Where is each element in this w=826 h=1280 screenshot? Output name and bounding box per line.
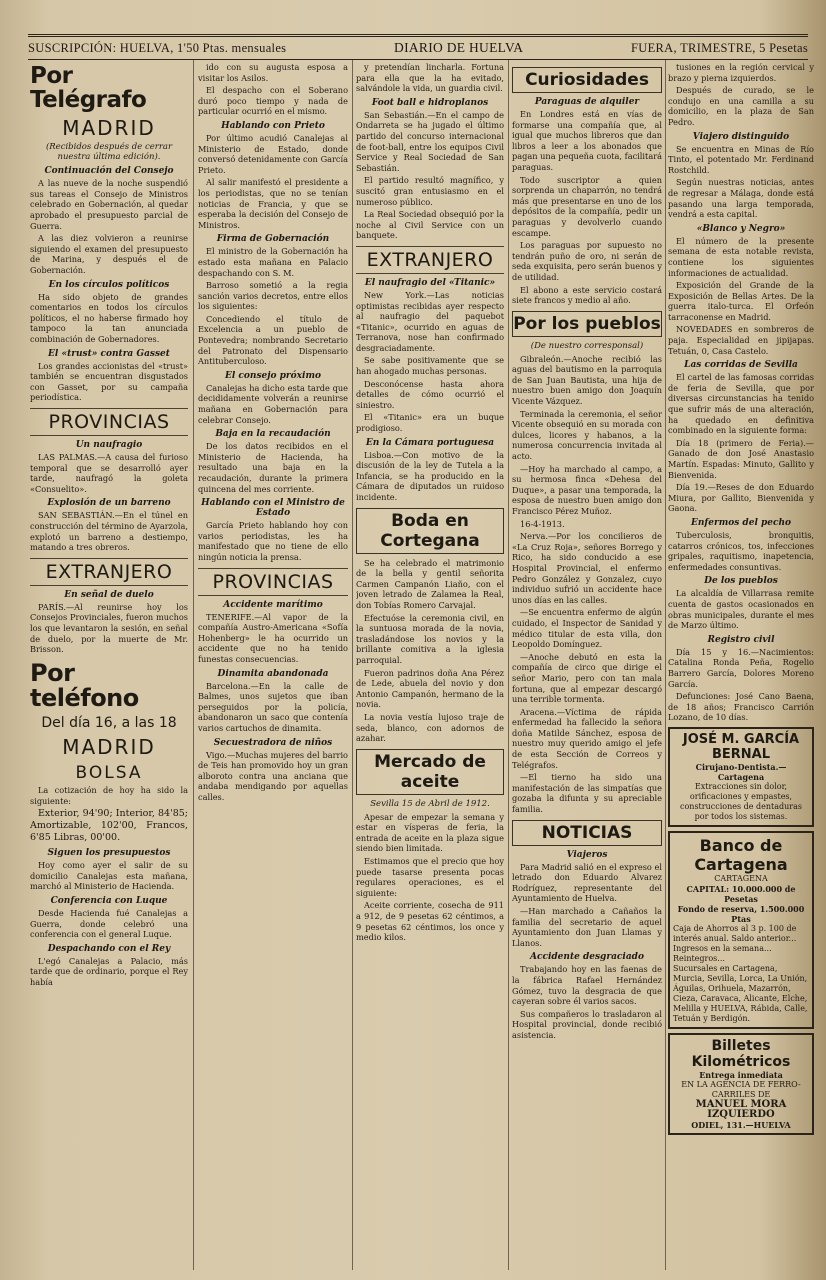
tickets-title: Billetes Kilométricos — [691, 1037, 791, 1070]
dates-line: Del día 16, a las 18 — [41, 715, 177, 732]
dentist-advertisement — [668, 727, 814, 827]
article-paragraph: Los grandes accionistas del «trust» también se encuentran disgustados con Gasset, por su campaña periodística. — [30, 360, 188, 403]
dateline: Sevilla 15 de Abril de 1912. — [370, 798, 490, 809]
article-date: 16-4-1913. — [520, 518, 565, 529]
tickets-agent: MANUEL MORA IZQUIERDO — [695, 1098, 787, 1120]
article-kicker: Hablando con el Ministro de Estado — [201, 498, 345, 519]
column-2 — [198, 62, 348, 1272]
article-paragraph: —Anoche debutó en esta la compañía de circo que dirige el señor Mario, pero con tan mala fortuna, que al empezar descargó una terrible tormenta. — [512, 651, 662, 705]
article-kicker: Viajero distinguido — [692, 131, 790, 142]
article-paragraph: L'egó Canalejas a Palacio, más tarde que de ordinario, porque el Rey había — [30, 955, 188, 987]
article-paragraph: Al salir manifestó el presidente a los periodistas, que no se tenían noticias de Francia, y que se esperaba la decisión del Consejo de Ministros. — [198, 177, 348, 230]
subscription-outside: FUERA, TRIMESTRE, 5 Pesetas — [631, 40, 808, 55]
column-4 — [512, 62, 662, 1272]
article-kicker: El «trust» contra Gasset — [48, 348, 170, 359]
article-paragraph: —Se encuentra enfermo de algún cuidado, el Inspector de Sanidad y médico titular de esta villa, don Leopoldo Domínguez. — [512, 607, 662, 650]
article-paragraph: Día 18 (primero de Feria).—Ganado de don José Anastasio Martín. Espadas: Minuto, Gallito y Bienvenida. — [668, 437, 814, 480]
article-paragraph: La Real Sociedad obsequió por la noche al Civil Service con un banquete. — [356, 209, 504, 241]
article-paragraph: —Han marchado a Cañaños la familia del secretario de aquel Ayuntamiento don Juan Llamas y Llanos. — [512, 906, 662, 948]
correspondent-note: (De nuestro corresponsal) — [530, 340, 644, 351]
article-kicker: Un naufragio — [75, 439, 143, 450]
column-1 — [30, 62, 188, 1272]
article-paragraph: Día 15 y 16.—Nacimientos: Catalina Ronda Peña, Rogelio Barrero García, Dolores Moreno García. — [668, 646, 814, 689]
article-paragraph: Defunciones: José Cano Baena, de 18 años; Francisco Carrión Lozano, de 10 días. — [668, 691, 814, 723]
article-paragraph: Apesar de empezar la semana y estar en vísperas de feria, la entrada de aceite en la plaza sigue siendo bien limitada. — [356, 811, 504, 854]
bank-reserve: Fondo de reserva, 1.500.000 Ptas — [677, 903, 805, 924]
article-paragraph: Todo suscriptor a quien sorprenda un chaparrón, no tendrá más que presentarse en uno de los depósitos de la compañía, pedir un paraguas y devolverlo cuando escampe. — [512, 174, 662, 238]
article-paragraph: La alcaldía de Villarrasa remite cuenta de gastos ocasionados en obras municipales, durante el mes de Marzo último. — [668, 588, 814, 631]
subtitle: (Recibidos después de cerrar nuestra última edición). — [45, 142, 173, 163]
article-paragraph: tusiones en la región cervical y brazo y pierna izquierdos. — [668, 62, 814, 83]
article-paragraph: Según nuestras noticias, antes de regresar a Málaga, donde está pasando una larga temporada, vendrá a esta capital. — [668, 177, 814, 220]
article-paragraph: El ministro de la Gobernación ha estado esta mañana en Palacio despachando con S. M. — [198, 246, 348, 278]
article-paragraph: Gibraleón.—Anoche recibió las aguas del bautismo en la parroquia de San Juan Bautista, una hija de nuestro buen amigo don Joaquín Vicente Vázquez. — [512, 353, 662, 407]
bolsa-heading: BOLSA — [75, 763, 143, 784]
stock-quotes: Exterior, 94'90; Interior, 84'85; Amortizable, 102'00, Francos, 6'85 Libras, 00'00. — [30, 808, 188, 844]
article-kicker: Paraguas de alquiler — [534, 97, 640, 107]
column-rule — [508, 60, 509, 1270]
article-kicker: Dinamita abandonada — [217, 668, 329, 679]
article-paragraph: PARÍS.—Al reunirse hoy los Consejos Provinciales, fueron muchos los que levantaron la sesión, en señal de duelo, por la muerte de Mr. Brisson. — [30, 601, 188, 655]
article-paragraph: Exposición del Grande de la Exposición de Bellas Artes. De la guerra italo-turca. El Orfeón tarraconense en Madrid. — [668, 280, 814, 322]
article-paragraph: Día 19.—Reses de don Eduardo Miura, por Gallito, Bienvenida y Gaona. — [668, 482, 814, 514]
article-paragraph: NOVEDADES en sombreros de paja. Especialidad en jipijapas. Tetuán, 0, Casa Castelo. — [668, 324, 814, 356]
bank-savings: Caja de Ahorros al 3 p. 100 de interés anual. Saldo anterior... Ingresos en la semana... Reintegros... — [673, 923, 797, 963]
article-paragraph: SAN SEBASTIÁN.—En el túnel en construcción del término de Ayarzola, explotó un barreno a destiempo, matando a tres obreros. — [30, 510, 188, 553]
article-paragraph: Concediendo el título de Excelencia a un pueblo de Pontevedra; nombrando Secretario del Patronato del Dispensario Antituberculoso. — [198, 313, 348, 367]
article-kicker: Accidente desgraciado — [530, 952, 644, 963]
masthead — [28, 34, 808, 60]
subscription-local: SUSCRIPCIÓN: HUELVA, 1'50 Ptas. mensuales — [28, 40, 287, 55]
section-heading: EXTRANJERO — [356, 246, 504, 274]
bank-city: CARTAGENA — [714, 873, 768, 883]
article-paragraph: Canalejas ha dicho esta tarde que decididamente volverán a reunirse mañana en Gobernación para celebrar Consejo. — [198, 382, 348, 425]
pueblos-heading: Por los pueblos — [512, 311, 662, 337]
article-paragraph: Se sabe positivamente que se han ahogado muchas personas. — [356, 355, 504, 377]
article-paragraph: Tuberculosis, bronquitis, catarros crónicos, tos, infecciones gripales, raquitismo, inapetencia, enfermedades consuntivas. — [668, 529, 814, 572]
article-paragraph: Desde Hacienda fué Canalejas a Guerra, donde celebró una conferencia con el general Luque. — [30, 908, 188, 940]
article-paragraph: Trabajando hoy en las faenas de la fábrica Rafael Hernández Gómez, tuvo la desgracia de que cayeran sobre él varios sacos. — [512, 964, 662, 1007]
article-paragraph: San Sebastián.—En el campo de Ondarreta se ha jugado el último partido del concurso internacional de foot-ball, entre los equipos Civil Service y Real Sociedad de San Sebastián. — [356, 109, 504, 173]
ad-body: Extracciones sin dolor, orificaciones y empastes, construcciones de dentaduras por todos los sistemas. — [680, 781, 802, 821]
tickets-subtitle: Entrega inmediata — [699, 1069, 783, 1080]
bank-capital: CAPITAL: 10.000.000 de Pesetas — [686, 883, 796, 904]
article-kicker: En la Cámara portuguesa — [365, 437, 495, 448]
article-paragraph: Para Madrid salió en el expreso el letrado don Eduardo Alvarez Rodríguez, representante del Ayuntamiento de Huelva. — [512, 861, 662, 904]
article-kicker: Continuación del Consejo — [44, 166, 174, 177]
bank-advertisement — [668, 831, 814, 1029]
article-paragraph: Nerva.—Por los concilieros de «La Cruz Roja», señores Borrego y Rico, ha sido conducido a ese Hospital Provincial, el enfermo Pedro González y Gonzalez, cuyo individuo sufrió un accidente hace unos días en las calles. — [512, 531, 662, 605]
article-paragraph: García Prieto hablando hoy con varios periodistas, les ha manifestado que no tiene de ello ningún noticia la prensa. — [198, 520, 348, 562]
article-paragraph: Barcelona.—En la calle de Balmes, unos sujetos que iban perseguidos por la policía, abandonaron un saco que contenía varios cartuchos de dinamita. — [198, 680, 348, 733]
headline-telefono: Por teléfono — [30, 658, 139, 712]
ad-subtitle: Cirujano-Dentista.—Cartagena — [695, 761, 787, 782]
tickets-advertisement — [668, 1033, 814, 1135]
article-kicker: Firma de Gobernación — [216, 234, 330, 245]
article-paragraph: LAS PALMAS.—A causa del furioso temporal que se desarrolló ayer tarde, naufragó la goleta «Consuelito». — [30, 451, 188, 494]
noticias-heading: NOTICIAS — [512, 820, 662, 846]
bank-name: Banco de Cartagena — [694, 835, 788, 874]
article-paragraph: Vigo.—Muchas mujeres del barrio de Teis han promovido hoy un gran alboroto contra una anciana que andaba mendigando por aquellas calles. — [198, 749, 348, 802]
article-kicker: Conferencia con Luque — [50, 896, 168, 907]
boda-heading: Boda en Cortegana — [356, 508, 504, 554]
article-paragraph: El número de la presente semana de esta notable revista, contiene los siguientes informaciones de actualidad. — [668, 235, 814, 278]
article-kicker: El consejo próximo — [225, 370, 321, 381]
article-paragraph: Efectuóse la ceremonia civil, en la suntuosa morada de la novia, trasladándose los novios y la brillante comitiva a la iglesia parroquial. — [356, 612, 504, 665]
article-paragraph: El partido resultó magnífico, y suscitó gran entusiasmo en el numeroso público. — [356, 175, 504, 207]
article-paragraph: En Londres está en vías de formarse una compañía que, al igual que muchos libreros que dan libros a leer a los abonados que pagan una pequeña cuota, facilitará paraguas. — [512, 109, 662, 172]
article-kicker: Despachando con el Rey — [47, 943, 171, 954]
column-rule — [665, 60, 666, 1270]
article-kicker: Viajeros — [566, 849, 608, 860]
article-paragraph: TENERIFE.—Al vapor de la compañía Austro-Americana «Sofía Hohenberg» le ha ocurrido un accidente que no ha tenido funestas consecuencias. — [198, 611, 348, 664]
dateline-city: MADRID — [62, 735, 156, 760]
tickets-address: ODIEL, 131.—HUELVA — [691, 1119, 791, 1130]
article-kicker: Foot ball e hidroplanos — [371, 97, 489, 108]
article-paragraph: Ha sido objeto de grandes comentarios en todos los círculos políticos, el no haberse firmado hoy tampoco la tan anunciada combinación de Gobernadores. — [30, 291, 188, 344]
article-paragraph: Después de curado, se le condujo en una camilla a su domicilio, en la plaza de San Pedro. — [668, 85, 814, 127]
headline-telegrafo: Por Telégrafo — [30, 63, 147, 114]
tickets-body: EN LA AGENCIA DE FERRO-CARRILES DE — [681, 1079, 801, 1099]
curiosidades-heading: Curiosidades — [512, 67, 662, 93]
column-rule — [352, 60, 353, 1270]
article-kicker: Siguen los presupuestos — [47, 848, 171, 859]
article-paragraph: De los datos recibidos en el Ministerio de Hacienda, ha resultado una baja en la recaudación, durante la primera quincena del mes corriente. — [198, 441, 348, 494]
article-kicker: Hablando con Prieto — [221, 120, 325, 131]
article-kicker: Explosión de un barreno — [47, 498, 171, 509]
section-heading: EXTRANJERO — [30, 558, 188, 586]
article-paragraph: Hoy como ayer el salir de su domicilio Canalejas esta mañana, marchó al Ministerio de Hacienda. — [30, 860, 188, 892]
article-paragraph: Fueron padrinos doña Ana Pérez de Lede, abuela del novio y don Antonio Campanón, hermano de la novia. — [356, 667, 504, 710]
article-kicker: Enfermos del pecho — [690, 517, 792, 528]
article-paragraph: Sus compañeros lo trasladaron al Hospital provincial, donde recibió asistencia. — [512, 1008, 662, 1040]
article-paragraph: El abono a este servicio costará siete francos y medio al año. — [512, 284, 662, 306]
dateline-city: MADRID — [62, 116, 156, 141]
article-paragraph: Barroso sometió a la regia sanción varios decretos, entre ellos los siguientes: — [198, 280, 348, 312]
article-paragraph: Terminada la ceremonia, el señor Vicente obsequió en su morada con dulces, licores y habanos, a la numerosa concurrencia invitada al acto. — [512, 408, 662, 462]
article-kicker: En señal de duelo — [64, 589, 154, 600]
article-paragraph: New York.—Las noticias optimistas recibidas ayer respecto al naufragio del paquebot «Titanic», ocurrido en aguas de Terranova, nose han confirmado desgraciadamente. — [356, 289, 504, 353]
article-kicker: En los círculos políticos — [48, 279, 170, 290]
article-paragraph: A las nueve de la noche suspendió sus tareas el Consejo de Ministros celebrado en Gobernación, al quedar aprobado el presupuesto parcial de Guerra. — [30, 178, 188, 231]
article-paragraph: El cartel de las famosas corridas de feria de Sevilla, que por diversas circunstancias ha tenido que sufrir más de una alteración, ha quedado en definitiva combinado en la siguiente forma: — [668, 372, 814, 436]
article-paragraph: Desconócense hasta ahora detalles de cómo ocurrió el siniestro. — [356, 378, 504, 410]
section-heading: PROVINCIAS — [30, 408, 188, 436]
article-paragraph: Lisboa.—Con motivo de la discusión de la ley de Tutela a la Infancia, se ha producido en la Cámara de diputados un ruidoso incidente. — [356, 449, 504, 502]
article-paragraph: ido con su augusta esposa a visitar los Asilos. — [198, 62, 348, 83]
article-paragraph: El despacho con el Soberano duró poco tiempo y nada de particular ocurrió en el mismo. — [198, 85, 348, 117]
newspaper-title: DIARIO DE HUELVA — [394, 40, 524, 55]
article-paragraph: y pretendían lincharla. Fortuna para ella que la ha evitado, salvándole la vida, un guardia civil. — [356, 62, 504, 94]
article-paragraph: —Hoy ha marchado al campo, a su hermosa finca «Dehesa del Duque», a pasar una temporada, la esposa de nuestro buen amigo don Francisco Pérez Muñoz. — [512, 463, 662, 516]
article-kicker: Baja en la recaudación — [215, 429, 331, 440]
article-paragraph: La cotización de hoy ha sido la siguiente: — [30, 785, 188, 806]
article-paragraph: —El tierno ha sido una manifestación de las simpatías que gozaba la difunta y su apreciable familia. — [512, 772, 662, 815]
article-paragraph: Los paraguas por supuesto no tendrán puño de oro, ni serán de seda exquisita, pero serán buenos y de utilidad. — [512, 240, 662, 282]
article-paragraph: Por último acudió Canalejas al Ministerio de Estado, donde conversó detenidamente con García Prieto. — [198, 132, 348, 175]
mercado-heading: Mercado de aceite — [356, 749, 504, 795]
article-paragraph: Estimamos que el precio que hoy puede tasarse presenta pocas regulares operaciones, es el siguiente: — [356, 856, 504, 898]
article-paragraph: Aracena.—Víctima de rápida enfermedad ha fallecido la señora doña Matilde Sánchez, esposa de nuestro muy querido amigo el jefe de esta Sección de Correos y Telégrafos. — [512, 706, 662, 770]
article-kicker: Accidente marítimo — [223, 599, 323, 610]
article-paragraph: El «Titanic» era un buque prodigioso. — [356, 412, 504, 434]
article-kicker: Secuestradora de niños — [213, 737, 333, 748]
article-paragraph: Aceite corriente, cosecha de 911 a 912, de 9 pesetas 62 céntimos, a 9 pesetas 62 céntimos, los once y medio kilos. — [356, 900, 504, 943]
article-kicker: «Blanco y Negro» — [696, 223, 786, 234]
column-5 — [668, 62, 814, 1272]
column-3 — [356, 62, 504, 1272]
column-rule — [193, 60, 194, 1270]
article-paragraph: A las diez volvieron a reunirse siguiendo el examen del presupuesto de Marina, y después el de Gobernación. — [30, 233, 188, 276]
article-kicker: Registro civil — [707, 634, 775, 645]
article-paragraph: Se encuentra en Minas de Río Tinto, el potentado Mr. Ferdinand Rostchild. — [668, 143, 814, 175]
article-kicker: El naufragio del «Titanic» — [364, 277, 496, 288]
article-kicker: Las corridas de Sevilla — [684, 360, 798, 371]
article-paragraph: La novia vestía lujoso traje de seda, blanco, con adornos de azahar. — [356, 711, 504, 744]
section-heading: PROVINCIAS — [198, 568, 348, 596]
article-paragraph: Se ha celebrado el matrimonio de la bella y gentil señorita Carmen Campanón Liaño, con el joven letrado de Zalamea la Real, don Tobías Romero Carvajal. — [356, 557, 504, 610]
ad-title: JOSÉ M. GARCÍA BERNAL — [682, 731, 800, 762]
article-kicker: De los pueblos — [704, 576, 778, 587]
bank-branches: Sucursales en Cartagena, Murcia, Sevilla, Lorca, La Unión, Águilas, Orihuela, Mazarrón, Cieza, Caravaca, Alicante, Elche, Melilla y HUELVA, Rábida, Calle, Tetuán y Berdigón. — [673, 963, 808, 1023]
